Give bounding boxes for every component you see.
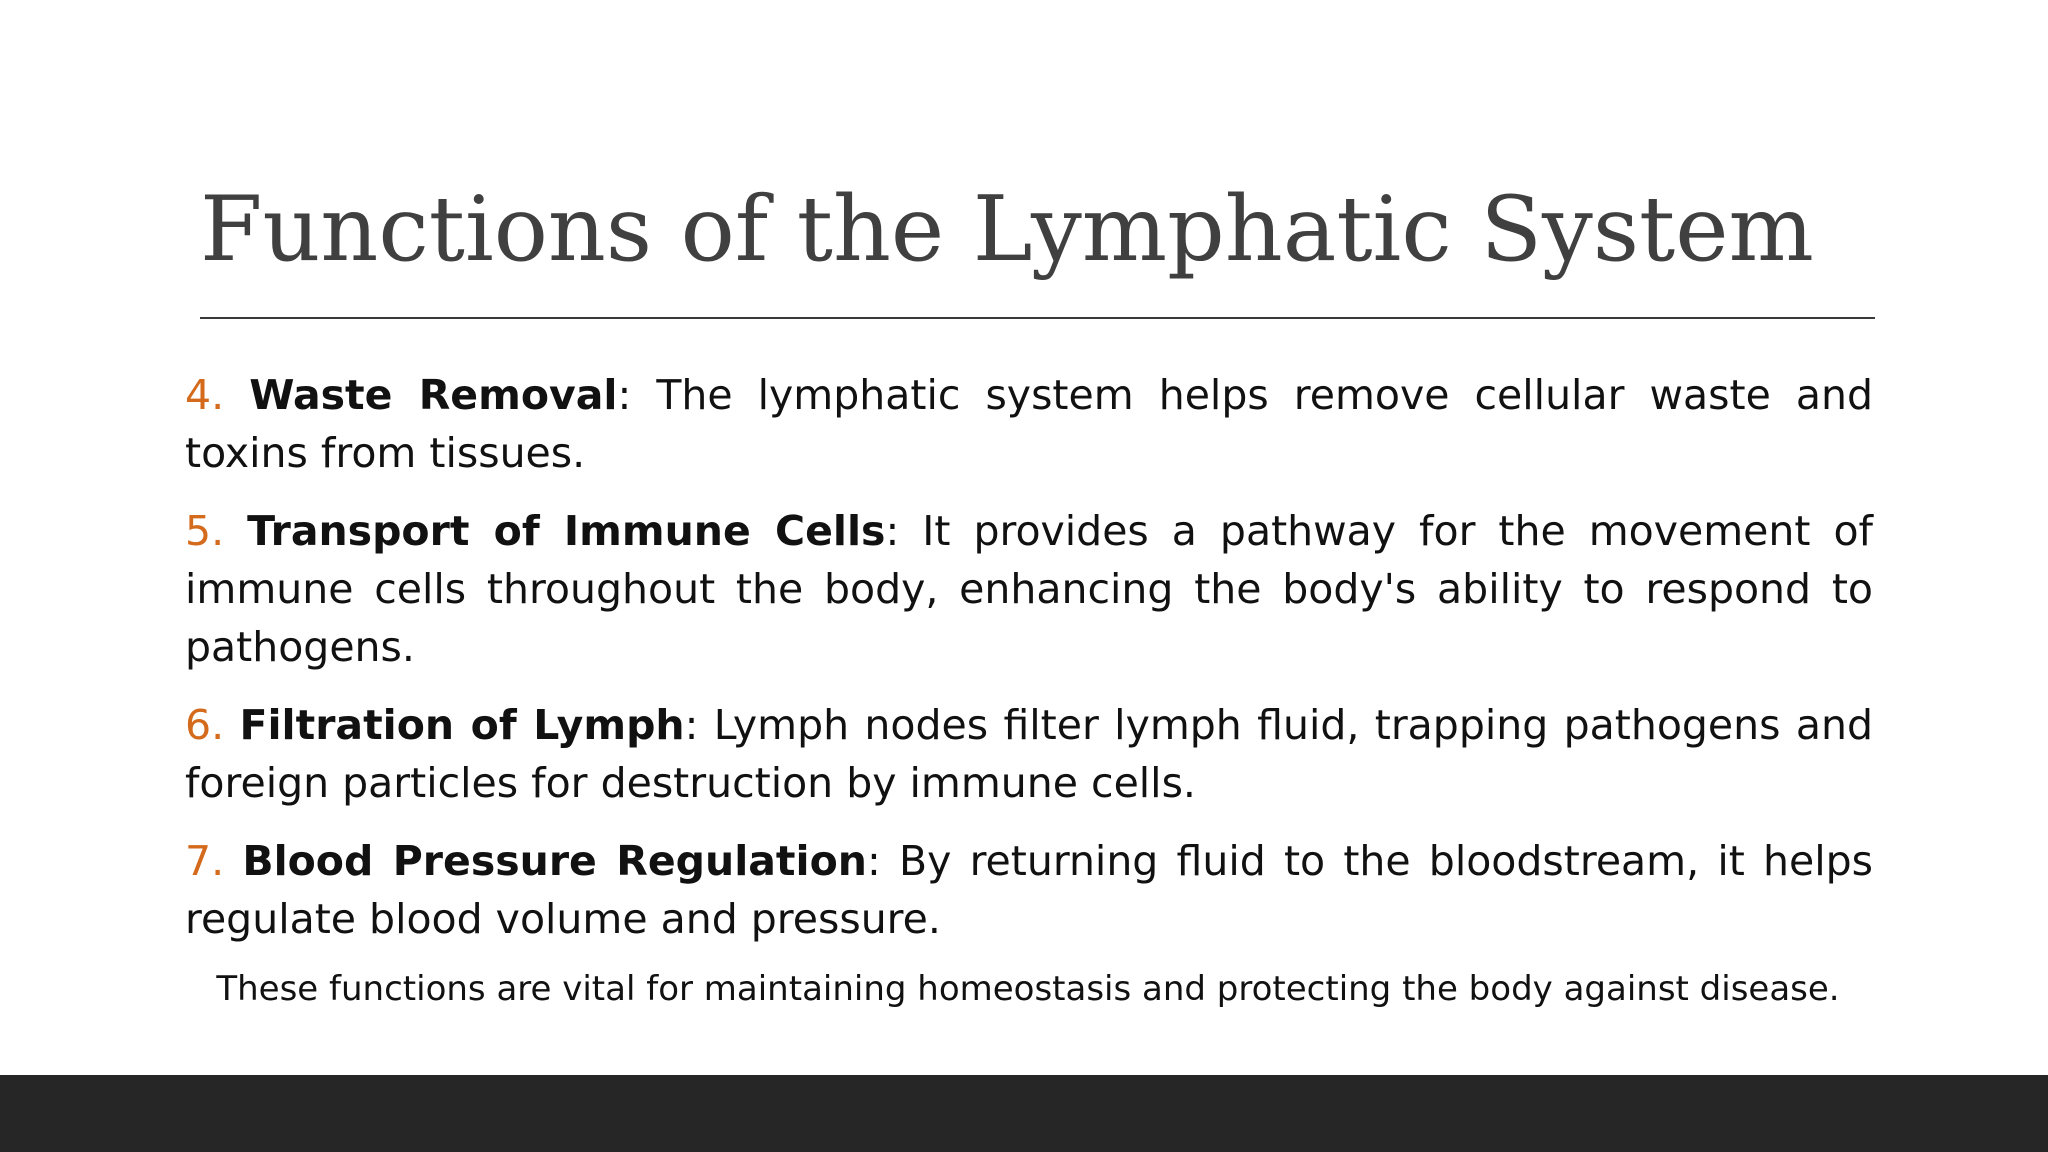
item-separator: : — [885, 507, 900, 555]
function-list — [185, 366, 1873, 968]
slide-title: Functions of the Lymphatic System — [200, 177, 1814, 282]
item-separator: : — [684, 701, 699, 749]
list-item-transport-immune-cells — [185, 502, 1873, 676]
item-term: Transport of Immune Cells — [247, 507, 886, 555]
item-separator: : — [617, 371, 632, 419]
list-item-waste-removal — [185, 366, 1873, 482]
item-number: 5. — [185, 507, 225, 555]
item-number: 6. — [185, 701, 225, 749]
footer-bar — [0, 1075, 2048, 1152]
item-separator: : — [866, 837, 881, 885]
item-number: 7. — [185, 837, 225, 885]
item-description: Lymph nodes filter lymph fluid, trapping pathogens and foreign particles for destruction by immune cells. — [185, 701, 1873, 807]
item-term: Filtration of Lymph — [239, 701, 685, 749]
item-number: 4. — [185, 371, 225, 419]
item-description: The lymphatic system helps remove cellular waste and toxins from tissues. — [185, 371, 1873, 477]
item-term: Waste Removal — [249, 371, 618, 419]
item-term: Blood Pressure Regulation — [242, 837, 867, 885]
list-item-filtration-of-lymph — [185, 696, 1873, 812]
closing-statement: These functions are vital for maintaining homeostasis and protecting the body against disease. — [216, 969, 1840, 1009]
item-description: It provides a pathway for the movement of immune cells throughout the body, enhancing the body's ability to respond to pathogens. — [185, 507, 1873, 671]
title-divider — [200, 317, 1875, 319]
list-item-blood-pressure-regulation — [185, 832, 1873, 948]
item-description: By returning fluid to the bloodstream, it helps regulate blood volume and pressure. — [185, 837, 1873, 943]
